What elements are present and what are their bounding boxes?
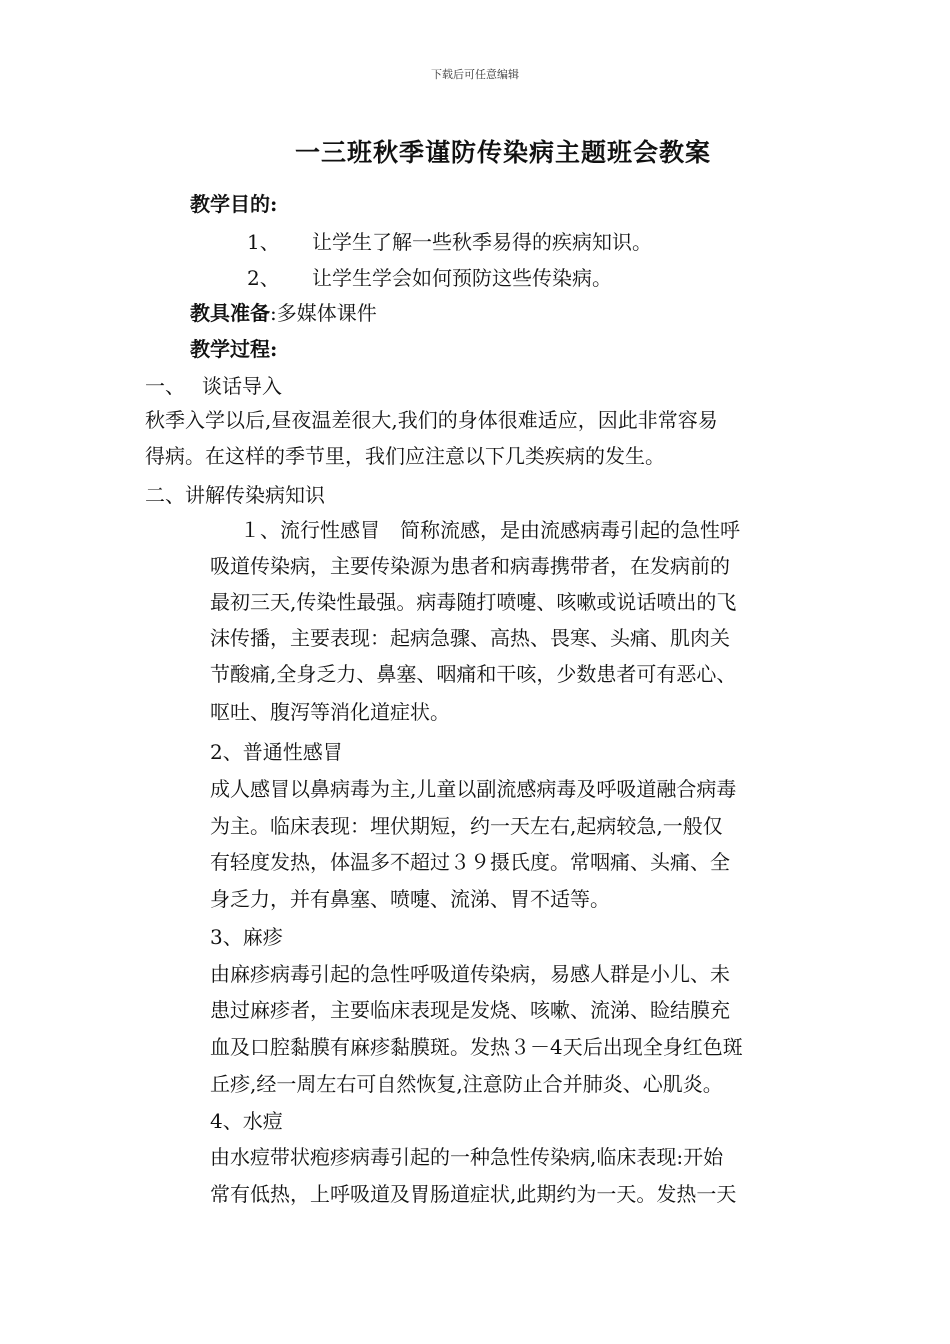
paragraph-line: 患过麻疹者，主要临床表现是发烧、咳嗽、流涕、睑结膜充 bbox=[210, 998, 730, 1022]
page-header: 下载后可任意编辑 bbox=[431, 68, 519, 81]
paragraph-line: 得病。在这样的季节里，我们应注意以下几类疾病的发生。 bbox=[145, 444, 665, 468]
paragraph-line: 由水痘带状疱疹病毒引起的一种急性传染病,临床表现:开始 bbox=[210, 1145, 724, 1169]
materials-label: 教具准备 bbox=[190, 301, 270, 325]
materials-line bbox=[190, 297, 377, 326]
paragraph-line: 节酸痛,全身乏力、鼻塞、咽痛和干咳，少数患者可有恶心、 bbox=[210, 662, 737, 686]
paragraph-line: 秋季入学以后,昼夜温差很大,我们的身体很难适应，因此非常容易 bbox=[145, 408, 718, 432]
paragraph-line: 成人感冒以鼻病毒为主,儿童以副流感病毒及呼吸道融合病毒 bbox=[210, 777, 737, 801]
objective-item-1 bbox=[247, 226, 652, 255]
paragraph-line: 丘疹,经一周左右可自然恢复,注意防止合并肺炎、心肌炎。 bbox=[210, 1072, 723, 1096]
section-subtitle: 2、普通性感冒 bbox=[210, 740, 343, 764]
part1-number: 一、 bbox=[145, 374, 185, 398]
objective-item-2 bbox=[247, 262, 612, 291]
section-subtitle: 3、麻疹 bbox=[210, 925, 283, 949]
paragraph-line: 沫传播，主要表现：起病急骤、高热、畏寒、头痛、肌肉关 bbox=[210, 626, 730, 650]
paragraph-line: 最初三天,传染性最强。病毒随打喷嚏、咳嗽或说话喷出的飞 bbox=[210, 590, 737, 614]
paragraph-line: 呕吐、腹泻等消化道症状。 bbox=[210, 700, 450, 724]
paragraph-line: 由麻疹病毒引起的急性呼吸道传染病，易感人群是小儿、未 bbox=[210, 962, 730, 986]
part1-heading bbox=[145, 370, 282, 399]
objectives-heading: 教学目的: bbox=[190, 192, 278, 216]
objective-number: 1、 bbox=[247, 230, 280, 254]
section-subtitle: 4、水痘 bbox=[210, 1109, 283, 1133]
paragraph-line: １、流行性感冒 简称流感，是由流感病毒引起的急性呼 bbox=[240, 518, 740, 542]
paragraph-line: 有轻度发热，体温多不超过３９摄氏度。常咽痛、头痛、全 bbox=[210, 850, 730, 874]
materials-value: 多媒体课件 bbox=[276, 301, 377, 325]
objective-text: 让学生了解一些秋季易得的疾病知识。 bbox=[312, 230, 652, 254]
process-heading: 教学过程: bbox=[190, 337, 278, 361]
part2-heading: 二、讲解传染病知识 bbox=[145, 483, 325, 507]
objective-number: 2、 bbox=[247, 266, 280, 290]
paragraph-line: 吸道传染病，主要传染源为患者和病毒携带者，在发病前的 bbox=[210, 554, 730, 578]
part1-title: 谈话导入 bbox=[202, 374, 282, 398]
paragraph-line: 为主。临床表现：埋伏期短，约一天左右,起病较急,一般仅 bbox=[210, 814, 723, 838]
materials-separator: : bbox=[270, 301, 277, 325]
paragraph-line: 身乏力，并有鼻塞、喷嚏、流涕、胃不适等。 bbox=[210, 887, 610, 911]
document-title: 一三班秋季谨防传染病主题班会教案 bbox=[294, 138, 711, 167]
objective-text: 让学生学会如何预防这些传染病。 bbox=[312, 266, 612, 290]
paragraph-line: 常有低热，上呼吸道及胃肠道症状,此期约为一天。发热一天 bbox=[210, 1182, 737, 1206]
paragraph-line: 血及口腔黏膜有麻疹黏膜斑。发热３－4天后出现全身红色斑 bbox=[210, 1035, 743, 1059]
